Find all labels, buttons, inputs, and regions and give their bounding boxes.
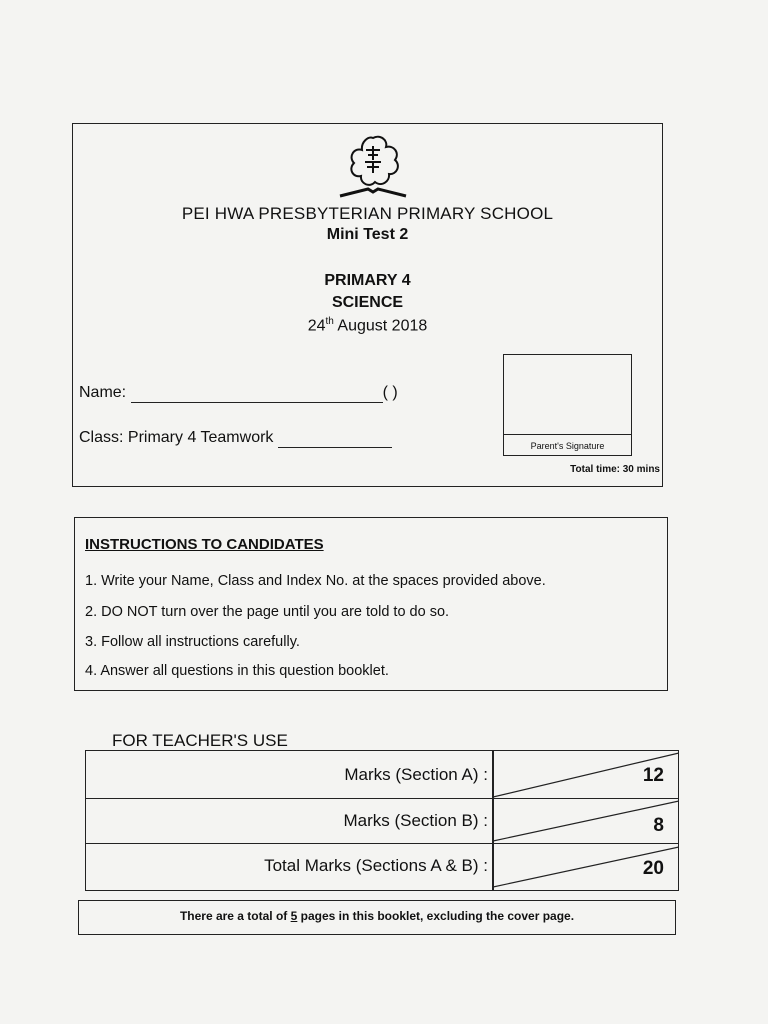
marks-label: Marks (Section A) : xyxy=(344,765,488,784)
teacher-use-label: FOR TEACHER'S USE xyxy=(112,731,288,750)
class-label: Class: Primary 4 Teamwork xyxy=(79,429,274,446)
marks-label: Total Marks (Sections A & B) : xyxy=(264,856,488,875)
date-day: 24 xyxy=(307,317,326,335)
instruction-item: 3. Follow all instructions carefully. xyxy=(85,634,300,650)
index-no-field[interactable]: ( ) xyxy=(382,384,398,401)
school-name: PEI HWA PRESBYTERIAN PRIMARY SCHOOL xyxy=(181,204,554,223)
marks-label: Marks (Section B) : xyxy=(343,811,488,830)
date-month-year: August 2018 xyxy=(333,317,428,335)
name-label: Name: xyxy=(79,384,127,401)
instructions-title: INSTRUCTIONS TO CANDIDATES xyxy=(85,536,324,553)
subject: SCIENCE xyxy=(331,294,404,311)
name-field[interactable] xyxy=(131,384,383,403)
instruction-item: 2. DO NOT turn over the page until you are told to do so. xyxy=(85,604,450,620)
class-row xyxy=(79,429,392,448)
test-date xyxy=(73,316,662,335)
page-count-after: pages in this booklet, excluding the cover page. xyxy=(297,909,575,923)
parent-signature-label: Parent's Signature xyxy=(503,434,632,456)
marks-table xyxy=(85,750,679,891)
instruction-item: 4. Answer all questions in this question booklet. xyxy=(85,663,389,679)
page-count-note xyxy=(78,900,676,935)
instructions-box xyxy=(74,517,668,691)
instruction-item: 1. Write your Name, Class and Index No. at the spaces provided above. xyxy=(85,573,546,589)
marks-value[interactable]: 20 xyxy=(642,858,664,879)
marks-value[interactable]: 12 xyxy=(642,765,664,786)
class-index-field[interactable] xyxy=(278,429,392,448)
header-box xyxy=(72,123,663,487)
page-count-before: There are a total of xyxy=(179,909,291,923)
diagonal-strikes xyxy=(493,751,679,890)
test-name: Mini Test 2 xyxy=(326,226,409,243)
school-crest-icon xyxy=(328,132,418,202)
marks-value[interactable]: 8 xyxy=(653,815,664,836)
name-row xyxy=(79,384,398,403)
grade-level: PRIMARY 4 xyxy=(324,272,411,289)
total-time: Total time: 30 mins xyxy=(570,464,660,475)
page-count: 5 xyxy=(290,909,298,923)
date-suffix: th xyxy=(325,316,334,327)
